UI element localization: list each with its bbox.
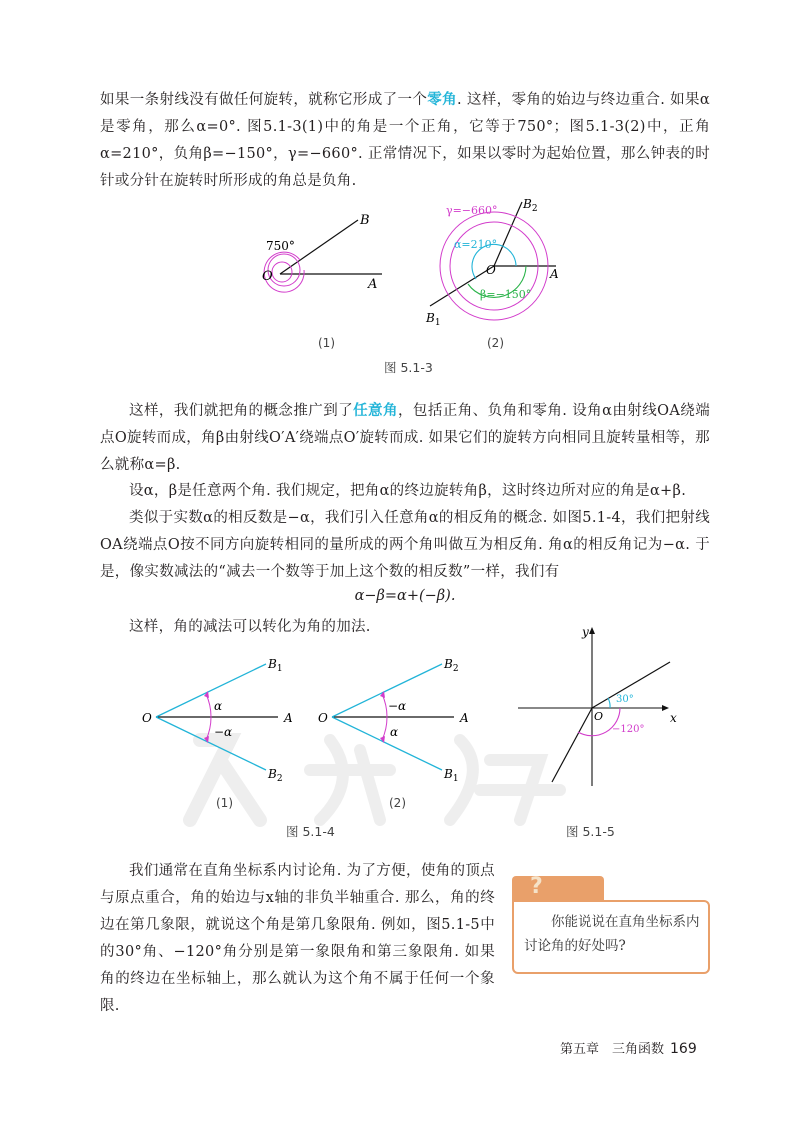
- fig-5-1-4-caption: 图 5.1-4: [286, 824, 335, 839]
- label-B2-top: $B_2$: [523, 197, 538, 214]
- paragraph-6-text: 我们通常在直角坐标系内讨论角. 为了方便，使角的顶点与原点重合，角的始边与x轴的非负半轴重合. 那么，角的终边在第几象限，就说这个角是第几象限角. 例如，图5.1-5中的30°角、−120°角分别是第一象限角和第三象限角. 如果角的终边在坐标轴上，那么就认为这个角不属于任何一个象限.: [100, 863, 495, 1014]
- chapter-title: 第五章 三角函数: [560, 1042, 665, 1057]
- fig514-left-A: A: [284, 711, 293, 725]
- keyword-any-angle: 任意角: [353, 402, 398, 419]
- figure-5-1-4: [138, 654, 478, 784]
- fig-5-1-3-sub1: (1): [318, 336, 335, 350]
- label-alpha-210: α=210°: [454, 238, 498, 251]
- think-box-body: [512, 900, 710, 974]
- fig514-right-A: A: [460, 711, 469, 725]
- paragraph-quadrant-angle: [100, 858, 495, 1020]
- paragraph-any-angle: [100, 397, 710, 479]
- figure-5-1-4-part1: [142, 657, 293, 784]
- paragraph-zero-angle: [100, 86, 710, 195]
- fig-5-1-5-caption: 图 5.1-5: [566, 824, 615, 839]
- fig514-right-B1: $B_1$: [444, 767, 459, 784]
- label-B1-bottom: $B_1$: [426, 311, 441, 328]
- question-mark-icon: ?: [530, 874, 543, 899]
- fig514-left-upper: α: [214, 699, 223, 713]
- fig-5-1-3-caption: 图 5.1-3: [384, 360, 433, 375]
- label-gamma: γ=−660°: [446, 204, 498, 217]
- fig515-y-label: y: [582, 625, 589, 639]
- fig515-minus120: −120°: [612, 724, 645, 735]
- paragraph-2-text-b: ，包括正角、负角和零角. 设角α由射线OA绕端点O旋转而成，角β由射线O′A′绕端点O′旋转而成. 如果它们的旋转方向相同且旋转量相等，那么就称α=β.: [100, 403, 711, 473]
- fig515-O-label: O: [594, 710, 604, 723]
- figure-5-1-4-part2: [318, 657, 469, 784]
- fig-5-1-3-sub2: (2): [487, 336, 504, 350]
- paragraph-1-text-b: . 这样，零角的始边与终边重合. 如果α是零角，那么α=0°. 图5.1-3(1)中的角是一个正角，它等于750°；图5.1-3(2)中，正角α=210°，负角β=−150°，γ=−660°. 正常情况下，如果以零时为起始位置，那么钟表的时针或分针在旋转时所形成的角总是负角.: [100, 92, 710, 189]
- fig514-right-upper: −α: [388, 699, 407, 713]
- think-box: [512, 876, 712, 972]
- label-B-1: B: [360, 213, 370, 228]
- fig515-30: 30°: [616, 694, 634, 705]
- fig514-right-O: O: [318, 711, 328, 725]
- fig514-right-B2: $B_2$: [444, 657, 459, 674]
- fig514-left-B1: $B_1$: [268, 657, 283, 674]
- figure-5-1-5: [512, 620, 682, 790]
- label-O-2: O: [486, 263, 496, 277]
- paragraph-4-text: 类似于实数α的相反数是−α，我们引入任意角α的相反角的概念. 如图5.1-4，我们把射线OA绕端点O按不同方向旋转相同的量所成的两个角叫做互为相反角. 角α的相反角记为−α. 于是，像实数减法的“减去一个数等于加上这个数的相反数”一样，我们有: [100, 510, 710, 580]
- think-box-text: 你能说说在直角坐标系内讨论角的好处吗?: [524, 914, 700, 954]
- label-A-2: A: [550, 267, 559, 281]
- paragraph-angle-sum: [100, 478, 710, 505]
- formula-angle-subtraction: α−β=α+(−β).: [354, 588, 456, 604]
- label-O-1: O: [262, 269, 273, 284]
- figure-5-1-3-part1: [262, 213, 382, 292]
- paragraph-opposite-angle: [100, 505, 710, 586]
- page-number: 169: [670, 1041, 697, 1057]
- figure-5-1-3-part2: [425, 197, 559, 328]
- think-box-header: [512, 876, 604, 902]
- fig514-left-B2: $B_2$: [268, 767, 283, 784]
- page-footer: [560, 1038, 697, 1057]
- paragraph-5-text: 这样，角的减法可以转化为角的加法.: [129, 619, 371, 635]
- fig515-x-label: x: [670, 711, 677, 725]
- paragraph-2-text-a: 这样，我们就把角的概念推广到了: [129, 403, 354, 419]
- keyword-zero-angle: 零角: [427, 91, 457, 108]
- label-beta: β=−150°: [480, 288, 532, 301]
- fig514-left-O: O: [142, 711, 152, 725]
- paragraph-3-text: 设α，β是任意两个角. 我们规定，把角α的终边旋转角β，这时终边所对应的角是α+β.: [129, 483, 687, 499]
- label-750: 750°: [266, 239, 295, 253]
- fig-5-1-4-sub2: (2): [389, 796, 406, 810]
- figure-5-1-3: [240, 196, 580, 336]
- fig-5-1-4-sub1: (1): [216, 796, 233, 810]
- label-A-1: A: [368, 277, 378, 292]
- paragraph-1-text-a: 如果一条射线没有做任何旋转，就称它形成了一个: [100, 92, 428, 108]
- fig514-right-lower: α: [390, 725, 399, 739]
- fig514-left-lower: −α: [214, 725, 233, 739]
